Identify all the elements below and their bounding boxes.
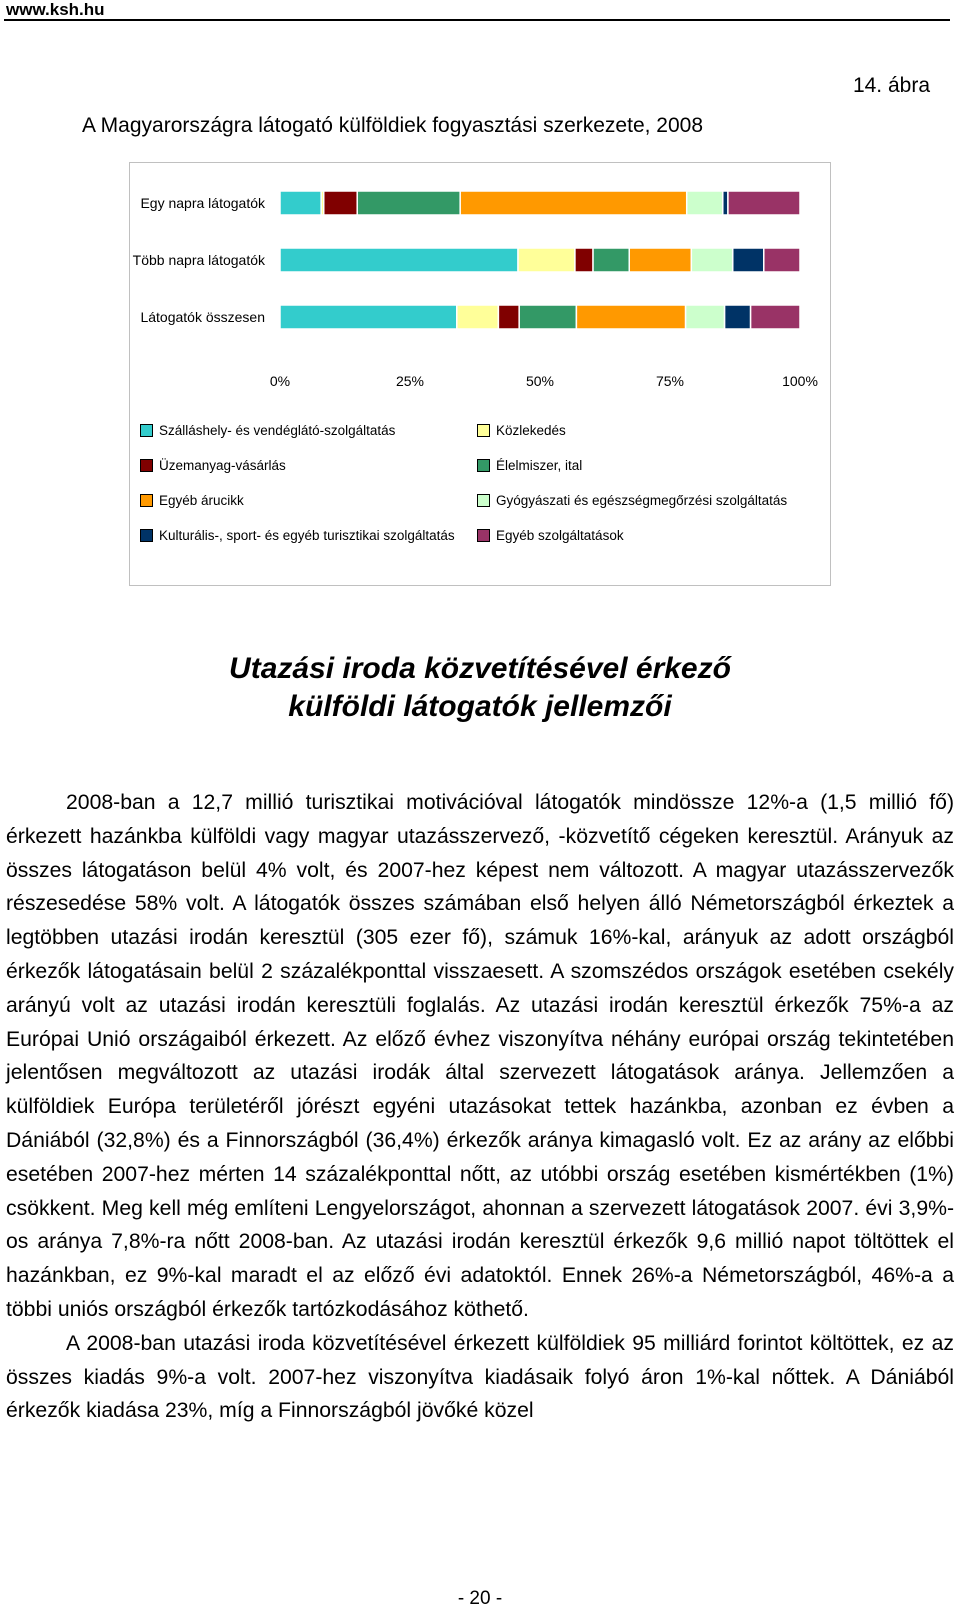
bar-segment: [457, 305, 499, 329]
legend-label: Szálláshely- és vendéglátó-szolgáltatás: [159, 423, 396, 438]
legend-label: Egyéb árucikk: [159, 493, 244, 508]
bar-segment: [725, 305, 751, 329]
category-label: Látogatók összesen: [140, 309, 265, 325]
paragraph-2: A 2008-ban utazási iroda közvetítésével érkezett külföldiek 95 milliárd forintot költöttek, ez az összes kiadás 9%-a volt. 2007-hez viszonyítva kiadásaik folyó áron 1%-kal nőttek. A Dániából érkezők kiadása 23%, míg a Finnországból jövőké közel: [6, 1331, 954, 1423]
figure-title: A Magyarországra látogató külföldiek fogyasztási szerkezete, 2008: [82, 114, 704, 137]
x-tick-label: 0%: [269, 373, 291, 389]
bar-segment: [280, 191, 321, 215]
legend-swatch: [140, 529, 153, 542]
bar-segment: [764, 248, 800, 272]
legend-swatch: [140, 459, 153, 472]
legend-item: [140, 493, 244, 508]
chart-frame: [129, 162, 831, 586]
page-number: - 20 -: [457, 1588, 503, 1609]
bar-segment: [280, 248, 518, 272]
x-tick-label: 75%: [655, 373, 685, 389]
legend-item: [140, 458, 286, 473]
figure-label: 14. ábra: [852, 74, 930, 97]
legend-swatch: [140, 494, 153, 507]
legend-item: [477, 423, 566, 438]
legend-swatch: [477, 529, 490, 542]
legend-label: Gyógyászati és egészségmegőrzési szolgáltatás: [496, 493, 788, 508]
bar-segment: [686, 305, 725, 329]
legend-swatch: [477, 459, 490, 472]
bar-segment: [460, 191, 687, 215]
x-tick-label: 100%: [782, 373, 818, 389]
stacked-bar-chart: [130, 163, 830, 423]
legend-swatch: [477, 424, 490, 437]
bar-segment: [733, 248, 764, 272]
legend-label: Üzemanyag-vásárlás: [159, 458, 286, 473]
legend-label: Egyéb szolgáltatások: [496, 528, 624, 543]
legend-item: [477, 458, 582, 473]
bar-segment: [518, 248, 575, 272]
legend-swatch: [140, 424, 153, 437]
bar-segment: [575, 248, 593, 272]
legend-item: [140, 528, 455, 543]
bar-segment: [324, 191, 357, 215]
header-rule: [4, 19, 950, 21]
category-label: Egy napra látogatók: [140, 195, 265, 211]
bar-segment: [723, 191, 728, 215]
legend-label: Közlekedés: [496, 423, 566, 438]
bar-segment: [519, 305, 576, 329]
x-tick-label: 25%: [395, 373, 425, 389]
bar-segment: [687, 191, 723, 215]
legend-label: Kulturális-, sport- és egyéb turisztikai szolgáltatás: [159, 528, 455, 543]
bar-segment: [728, 191, 800, 215]
legend-item: [477, 493, 787, 508]
category-label: Több napra látogatók: [132, 252, 265, 268]
bar-segment: [357, 191, 460, 215]
chart-legend: [140, 423, 820, 573]
bar-segment: [498, 305, 519, 329]
section-heading-line1: Utazási iroda közvetítésével érkező: [229, 652, 731, 685]
paragraph-1: 2008-ban a 12,7 millió turisztikai motivációval látogatók mindössze 12%-a (1,5 millió fő) érkezett hazánkba külföldi vagy magyar utazásszervező, -közvetítő cégeken keresztül. Arányuk az összes látogatáson belül 4% volt, és 2007-hez képest nem változott. A magyar utazásszervezők részesedése 58% volt. A látogatók összes számában első helyen álló Németországból érkeztek a legtöbben utazási irodán keresztül (305 ezer fő), számuk 16%-kal, arányuk az adott országból érkezők látogatásain belül 2 százalékponttal visszaesett. A szomszédos országok esetében csekély arányú volt az utazási irodán keresztüli foglalás. Az utazási irodán keresztül érkezők 75%-a az Európai Unió országaiból érkezett. Az előző évhez viszonyítva néhány európai ország tekintetében jelentősen megváltozott az utazási irodák által szervezett látogatások aránya. Jellemzően a külföldiek Európa területéről jórészt egyéni utazásokat tettek hazánkba, azonban ez évben a Dániából (32,8%) és a Finnországból (36,4%) érkezők aránya kimagasló volt. Ez az arány az előbbi esetében 2007-hez mérten 14 százalékponttal nőtt, az utóbbi ország esetében kismértékben (1%) csökkent. Meg kell még említeni Lengyelországot, ahonnan a szervezett látogatások 2007. évi 3,9%-os aránya 7,8%-ra nőtt 2008-ban. Az utazási irodán keresztül érkezők 9,6 millió napot töltöttek el hazánkban, ez 9%-kal maradt el az előző évi adatoktól. Ennek 26%-a Németországból, 46%-a a többi uniós országból érkezők tartózkodásához köthető.: [6, 791, 954, 1321]
x-tick-label: 50%: [525, 373, 555, 389]
section-heading-line2: külföldi látogatók jellemzői: [288, 690, 672, 723]
bar-segment: [576, 305, 685, 329]
body-text: [6, 786, 954, 1428]
bar-segment: [691, 248, 732, 272]
legend-item: [140, 423, 395, 438]
bar-segment: [280, 305, 457, 329]
legend-swatch: [477, 494, 490, 507]
legend-item: [477, 528, 624, 543]
legend-label: Élelmiszer, ital: [496, 458, 583, 473]
bar-segment: [593, 248, 629, 272]
bar-segment: [629, 248, 691, 272]
site-url[interactable]: www.ksh.hu: [6, 0, 105, 19]
bar-segment: [751, 305, 800, 329]
